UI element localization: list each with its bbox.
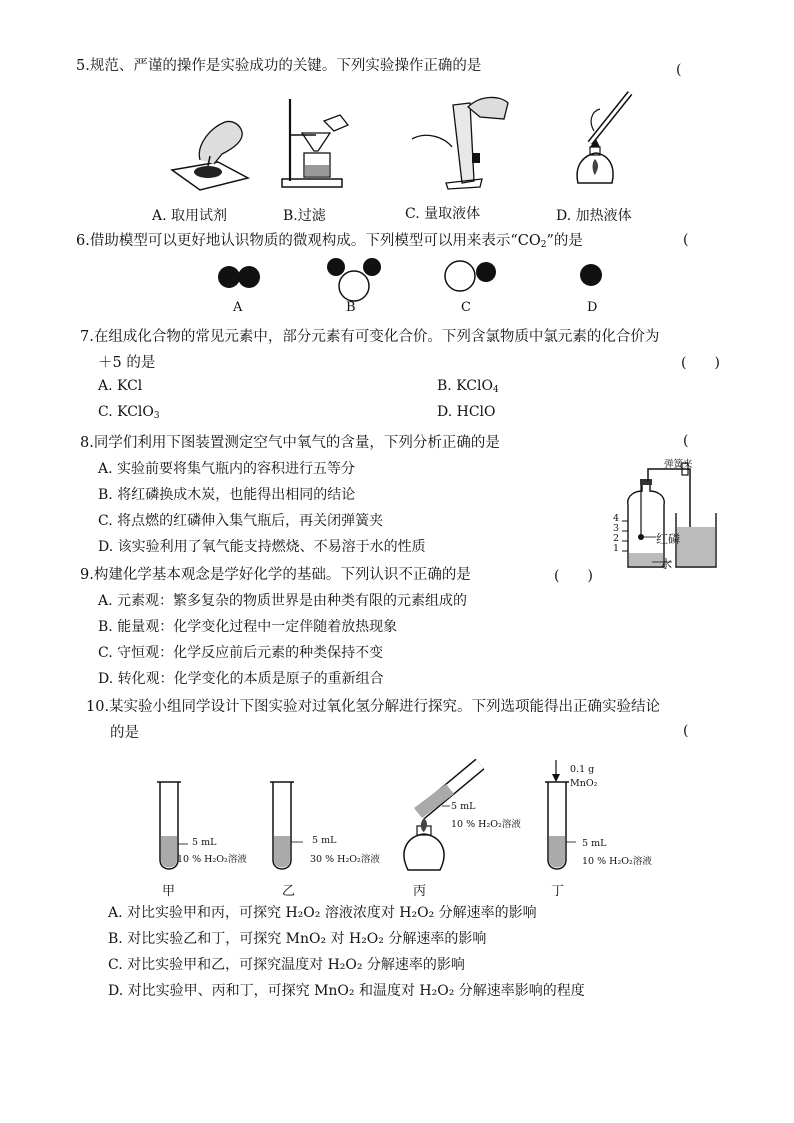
q8-option-a: A. 实验前要将集气瓶内的容积进行五等分 bbox=[98, 461, 356, 477]
q10-label-bing: 丙 bbox=[413, 884, 427, 899]
q6-model-d bbox=[578, 261, 608, 291]
q6-answer-paren: ( bbox=[683, 232, 689, 248]
q10-label-yi: 乙 bbox=[282, 884, 296, 899]
q6-label-d: D bbox=[587, 300, 598, 315]
q10-ding-catalyst: MnO₂ bbox=[570, 778, 598, 789]
q10-ding-volume: 5 mL bbox=[582, 838, 607, 849]
q10-option-a: A. 对比实验甲和丙，可探究 H₂O₂ 溶液浓度对 H₂O₂ 分解速率的影响 bbox=[108, 905, 537, 921]
q10-ding-catalyst-mass: 0.1 g bbox=[570, 764, 595, 775]
q5-figure-d-heating-liquid bbox=[570, 85, 650, 195]
q10-label-jia: 甲 bbox=[162, 884, 176, 899]
q10-tube-yi bbox=[263, 778, 303, 878]
q7-option-c: C. KClO$_3$ bbox=[98, 404, 160, 421]
q10-stem: 10.某实验小组同学设计下图实验对过氧化氢分解进行探究。下列选项能得出正确实验结论 bbox=[86, 699, 661, 715]
q8-scale-2: 2 bbox=[613, 533, 620, 544]
q5-figure-b-filtration bbox=[278, 95, 358, 195]
q7-option-d: D. HClO bbox=[437, 404, 496, 420]
q6-stem: 6.借助模型可以更好地认识物质的微观构成。下列模型可以用来表示“$CO_2$”的是 bbox=[76, 233, 583, 250]
q5-stem: 5.规范、严谨的操作是实验成功的关键。下列实验操作正确的是 bbox=[76, 58, 482, 74]
q8-scale-4: 4 bbox=[613, 513, 620, 524]
q5-option-b: B.过滤 bbox=[283, 208, 326, 224]
q10-ding-concentration: 10 % H₂O₂溶液 bbox=[582, 856, 652, 867]
q9-answer-paren: ( ) bbox=[554, 568, 593, 584]
q5-figure-c-measuring-liquid bbox=[408, 95, 518, 195]
q10-answer-paren: ( bbox=[683, 723, 689, 739]
q10-jia-concentration: 10 % H₂O₂溶液 bbox=[177, 854, 247, 865]
q8-stem: 8.同学们利用下图装置测定空气中氧气的含量，下列分析正确的是 bbox=[80, 435, 500, 451]
q6-label-c: C bbox=[461, 300, 471, 315]
q8-label-clip: 弹簧夹 bbox=[664, 459, 693, 470]
q6-model-b bbox=[322, 256, 386, 306]
q8-scale-1: 1 bbox=[613, 543, 620, 554]
q10-label-ding: 丁 bbox=[551, 884, 565, 899]
q10-option-b: B. 对比实验乙和丁，可探究 MnO₂ 对 H₂O₂ 分解速率的影响 bbox=[108, 931, 487, 947]
q10-bing-concentration: 10 % H₂O₂溶液 bbox=[451, 819, 521, 830]
q6-model-c bbox=[442, 258, 502, 298]
q9-stem: 9.构建化学基本观念是学好化学的基础。下列认识不正确的是 bbox=[80, 567, 471, 583]
q9-option-b: B. 能量观：化学变化过程中一定伴随着放热现象 bbox=[98, 619, 398, 635]
q10-yi-concentration: 30 % H₂O₂溶液 bbox=[310, 854, 380, 865]
q9-option-a: A. 元素观：繁多复杂的物质世界是由种类有限的元素组成的 bbox=[98, 593, 468, 609]
q6-label-b: B bbox=[346, 300, 356, 315]
q8-option-c: C. 将点燃的红磷伸入集气瓶后，再关闭弹簧夹 bbox=[98, 513, 384, 529]
q9-option-c: C. 守恒观：化学反应前后元素的种类保持不变 bbox=[98, 645, 384, 661]
q7-option-a: A. KCl bbox=[98, 378, 143, 394]
q5-figure-a-taking-reagent bbox=[170, 110, 250, 200]
q10-jia-volume: 5 mL bbox=[192, 837, 217, 848]
q8-label-water: 水 bbox=[660, 557, 673, 571]
q10-bing-volume: 5 mL bbox=[451, 801, 476, 812]
q7-stem-line2: ＋5 的是 bbox=[98, 355, 156, 371]
q5-option-d: D. 加热液体 bbox=[556, 208, 632, 224]
q10-option-d: D. 对比实验甲、丙和丁，可探究 MnO₂ 和温度对 H₂O₂ 分解速率影响的程度 bbox=[108, 983, 585, 999]
q5-option-c: C. 量取液体 bbox=[405, 206, 481, 222]
q10-stem-line2: 的是 bbox=[110, 725, 139, 741]
q8-scale-3: 3 bbox=[613, 523, 620, 534]
q9-option-d: D. 转化观：化学变化的本质是原子的重新组合 bbox=[98, 671, 384, 687]
q6-label-a: A bbox=[233, 300, 243, 315]
q8-label-phosphorus: 红磷 bbox=[656, 532, 681, 546]
q8-option-d: D. 该实验利用了氧气能支持燃烧、不易溶于水的性质 bbox=[98, 539, 426, 555]
q8-answer-paren: ( bbox=[683, 433, 689, 449]
q5-option-a: A. 取用试剂 bbox=[152, 208, 228, 224]
q7-answer-paren: ( ) bbox=[681, 355, 720, 371]
q10-tube-ding bbox=[538, 758, 578, 878]
q8-option-b: B. 将红磷换成木炭，也能得出相同的结论 bbox=[98, 487, 356, 503]
q7-stem: 7.在组成化合物的常见元素中，部分元素有可变化合价。下列含氯物质中氯元素的化合价为 bbox=[80, 329, 660, 345]
q10-yi-volume: 5 mL bbox=[312, 835, 337, 846]
q8-scale bbox=[613, 514, 619, 554]
q5-answer-paren: ( bbox=[676, 62, 682, 78]
q7-option-b: B. KClO$_4$ bbox=[437, 378, 499, 395]
q10-option-c: C. 对比实验甲和乙，可探究温度对 H₂O₂ 分解速率的影响 bbox=[108, 957, 465, 973]
q6-model-a bbox=[217, 263, 267, 293]
